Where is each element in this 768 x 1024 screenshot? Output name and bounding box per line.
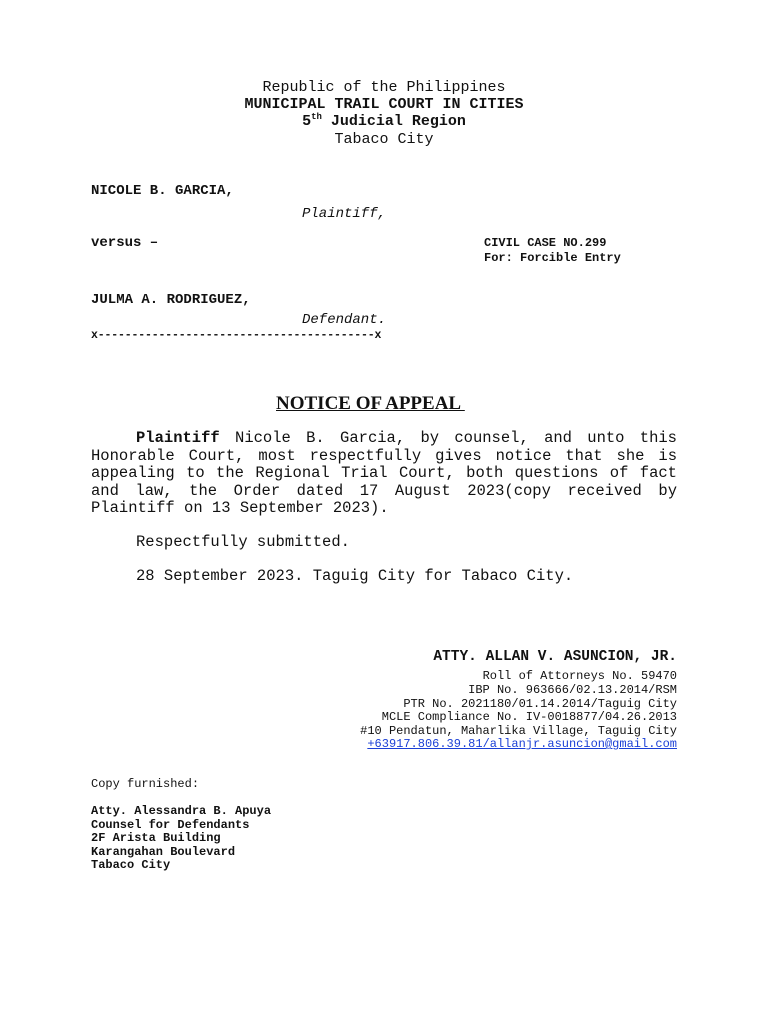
- plaintiff-name: NICOLE B. GARCIA,: [91, 183, 234, 199]
- copy-line: Karangahan Boulevard: [91, 845, 236, 859]
- case-nature: For: Forcible Entry: [484, 251, 621, 265]
- region-suffix: th: [311, 112, 322, 122]
- signatory-name: ATTY. ALLAN V. ASUNCION, JR.: [433, 649, 677, 665]
- copy-line: Atty. Alessandra B. Apuya: [91, 804, 272, 818]
- republic-line: Republic of the Philippines: [262, 79, 506, 96]
- copy-line: Counsel for Defendants: [91, 818, 250, 832]
- body-paragraph-1: [91, 430, 677, 518]
- body-paragraph-2: Respectfully submitted.: [136, 533, 350, 551]
- versus-label: versus –: [91, 235, 159, 251]
- court-city: Tabaco City: [334, 131, 434, 148]
- body-paragraph-3: 28 September 2023. Taguig City for Tabaco City.: [136, 567, 574, 585]
- region-name: Judicial Region: [321, 113, 466, 130]
- region-number: 5: [302, 113, 312, 130]
- copy-line: Tabaco City: [91, 858, 171, 872]
- document-title: NOTICE OF APPEAL: [276, 393, 465, 414]
- plaintiff-role: Plaintiff,: [302, 206, 387, 222]
- case-number: CIVIL CASE NO.299: [484, 236, 607, 250]
- roll-of-attorneys: Roll of Attorneys No. 59470: [482, 669, 677, 683]
- body-lead: Plaintiff: [136, 429, 220, 447]
- ptr-number: PTR No. 2021180/01.14.2014/Taguig City: [403, 697, 677, 711]
- office-address: #10 Pendatun, Maharlika Village, Taguig City: [360, 724, 677, 738]
- court-name: MUNICIPAL TRAIL COURT IN CITIES: [244, 96, 524, 113]
- caption-separator: x-----------------------------------------x: [91, 329, 382, 342]
- judicial-region: [0, 114, 768, 129]
- ibp-number: IBP No. 963666/02.13.2014/RSM: [468, 683, 677, 697]
- mcle-compliance: MCLE Compliance No. IV-0018877/04.26.2013: [381, 710, 677, 724]
- defendant-name: JULMA A. RODRIGUEZ,: [91, 292, 251, 308]
- defendant-role: Defendant.: [302, 312, 387, 328]
- copy-furnished-label: Copy furnished:: [91, 777, 200, 791]
- copy-line: 2F Arista Building: [91, 831, 221, 845]
- body-text: Nicole B. Garcia, by counsel, and unto this Honorable Court, most respectfully gives notice that she is appealing to the Regional Trial Court, both questions of fact and law, the Order dated 17 August 2023(copy received by Plaintiff on 13 September 2023).: [91, 429, 677, 517]
- contact-link[interactable]: +63917.806.39.81/allanjr.asuncion@gmail.com: [367, 737, 677, 751]
